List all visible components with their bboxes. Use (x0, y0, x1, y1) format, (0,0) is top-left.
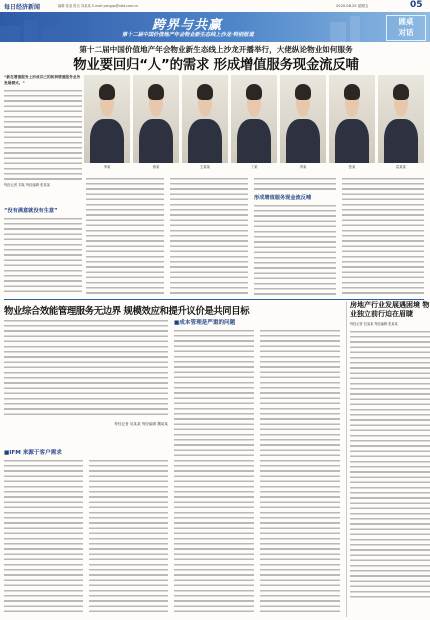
guest-caption: 李某 (103, 165, 111, 169)
article-column (4, 207, 82, 297)
guest-portrait (133, 75, 179, 163)
badge-top-label: 圆桌 (398, 17, 414, 26)
article-body-text (260, 328, 340, 616)
guest-caption: 王某某 (199, 165, 211, 169)
article-body-text (174, 328, 254, 616)
feature-banner (0, 12, 430, 42)
article-column (254, 176, 336, 296)
intro-box (4, 75, 82, 205)
right-headline: 房地产行业发展遇困境 物业独立前行迫在眉睫 (350, 301, 430, 318)
guest-caption: 张某 (348, 165, 356, 169)
intro-quote: “新在增值服务上形成自己的和润增值服务业务发展模式。” (4, 75, 81, 85)
article-body-text (350, 329, 430, 599)
section-heading: ■IFM 来源于客户需求 (4, 450, 62, 456)
article-body-text (4, 318, 168, 418)
article-body-text (89, 458, 168, 616)
badge-bottom-label: 对话 (398, 28, 414, 37)
section-heading: “没有满意就没有生意” (4, 208, 58, 214)
guest-portrait (329, 75, 375, 163)
section-divider (4, 299, 424, 300)
guest-portrait (280, 75, 326, 163)
guest-caption: 丁某 (250, 165, 258, 169)
article-headline: 物业要回归“人”的需求 形成增值服务现金流反哺 (73, 58, 359, 73)
intro-byline: 每经记者 刘某 每经编辑 张某某 (4, 183, 51, 188)
article-body-text (4, 216, 82, 296)
guest-portraits (84, 75, 424, 171)
lower-byline: 每经记者 吴某某 每经编辑 魏某某 (114, 422, 168, 426)
article-body-text (254, 176, 336, 192)
lower-headline: 物业综合效能管理服务无边界 规模效应和提升议价是共同目标 (4, 306, 250, 317)
intro-body-text (4, 88, 82, 180)
guest-portrait (231, 75, 277, 163)
masthead-date: 2020.08.25 星期五 (336, 3, 369, 8)
banner-subtitle: 第十二届中国价值地产年会物业新生态线上沙龙·特别报道 (122, 32, 254, 38)
section-heading: 形成增值服务现金流反哺 (254, 195, 312, 201)
section-heading: ■成本管理是严重的问题 (174, 320, 236, 326)
lower-lead (4, 318, 168, 444)
cost-section (172, 318, 342, 616)
article-body-text (86, 176, 164, 296)
banner-title: 跨界与共赢 (152, 18, 223, 33)
masthead-meta: 编辑 张某 报告 刘某某 E-mail:yangpp@nbd.com.cn (58, 4, 139, 8)
ifm-section (4, 448, 168, 616)
page-number: 05 (410, 0, 423, 10)
guest-caption: 葛某某 (395, 165, 407, 169)
guest-portrait (378, 75, 424, 163)
guest-caption: 徐某 (152, 165, 160, 169)
right-byline: 每经记者 包某某 每经编辑 张某某 (350, 322, 398, 327)
roundtable-badge (386, 15, 426, 41)
article-body-text (342, 176, 424, 296)
right-column-article (346, 301, 430, 617)
article-body-text (4, 458, 83, 616)
guest-caption: 李某 (299, 165, 307, 169)
article-body-text (254, 203, 336, 297)
masthead-logo: 每日经济新闻 (4, 4, 41, 11)
guest-portrait (182, 75, 228, 163)
masthead (0, 0, 430, 12)
guest-portrait (84, 75, 130, 163)
article-body-text (170, 176, 248, 296)
article-kicker: 第十二届中国价值地产年会物业新生态线上沙龙开播举行，大佬纵论物业如何服务 (79, 45, 353, 54)
